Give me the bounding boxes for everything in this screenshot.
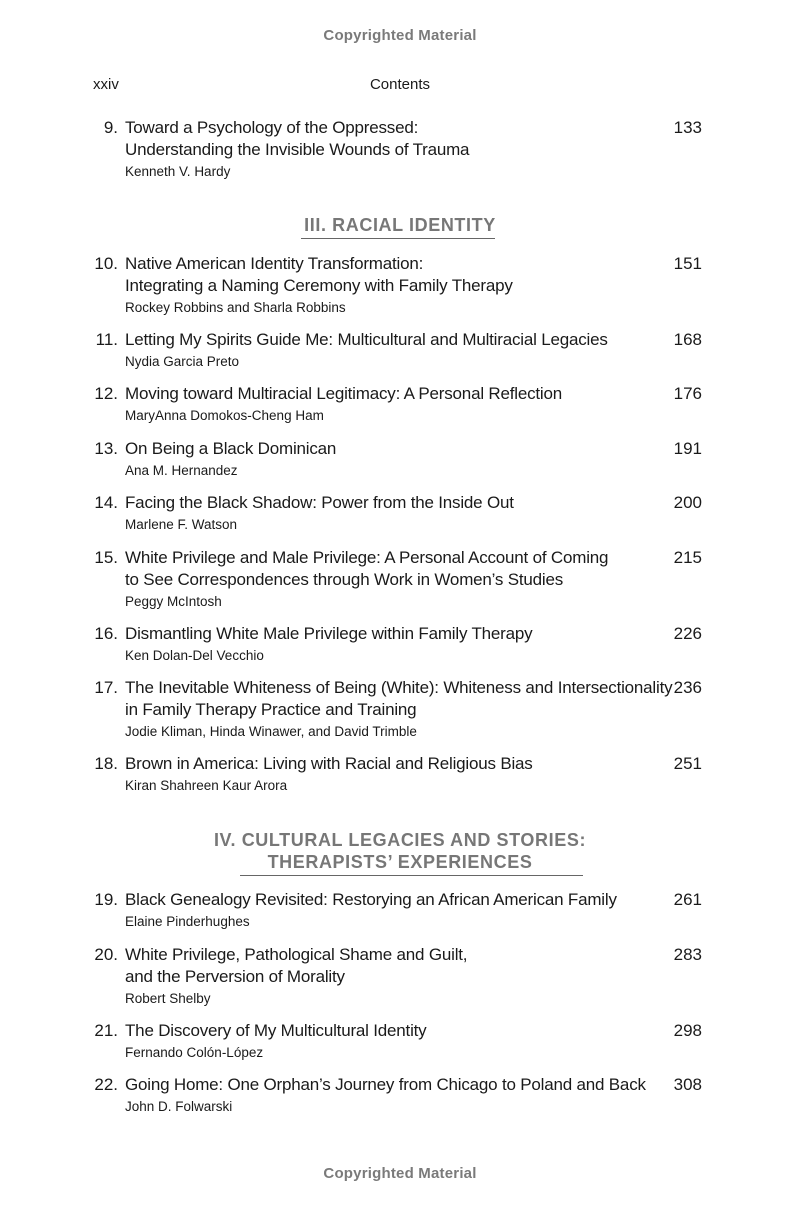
chapter-number: 11.	[95, 330, 118, 349]
chapter-number: 13.	[94, 439, 118, 458]
chapter-title: Dismantling White Male Privilege within Family Therapy Ken Dolan-Del Vecchio	[125, 623, 625, 666]
chapter-author: Marlene F. Watson	[125, 517, 238, 532]
chapter-title: Letting My Spirits Guide Me: Multicultural and Multiracial Legacies Nydia Garcia Preto	[125, 329, 625, 372]
chapter-title: Toward a Psychology of the Oppressed: Understanding the Invisible Wounds of Trauma Kenneth V. Hardy	[125, 117, 625, 182]
chapter-author: Kiran Shahreen Kaur Arora	[125, 778, 288, 793]
chapter-number: 19.	[94, 890, 118, 909]
chapter-page: 283	[673, 945, 702, 964]
chapter-number: 17.	[94, 678, 118, 697]
chapter-number: 12.	[94, 384, 118, 403]
chapter-author: Jodie Kliman, Hinda Winawer, and David Trimble	[125, 724, 417, 739]
chapter-number: 9.	[103, 118, 118, 137]
chapter-title: Black Genealogy Revisited: Restorying an African American Family Elaine Pinderhughes	[125, 889, 625, 932]
chapter-author: Robert Shelby	[125, 991, 211, 1006]
chapter-page: 151	[673, 254, 702, 273]
running-head	[0, 76, 800, 96]
part-heading-underline	[301, 238, 495, 239]
chapter-page: 308	[673, 1075, 702, 1094]
chapter-title: White Privilege, Pathological Shame and Guilt, and the Perversion of Morality Robert Shelby	[125, 944, 625, 1009]
chapter-title: Moving toward Multiracial Legitimacy: A Personal Reflection MaryAnna Domokos-Cheng Ham	[125, 383, 625, 426]
chapter-title: White Privilege and Male Privilege: A Personal Account of Coming to See Correspondences through Work in Women’s Studies Peggy McIntosh	[125, 547, 625, 612]
part-heading-underline	[240, 875, 583, 876]
chapter-author: Ana M. Hernandez	[125, 463, 238, 478]
chapter-number: 10.	[94, 254, 118, 273]
chapter-number: 21.	[94, 1021, 118, 1040]
chapter-author: Elaine Pinderhughes	[125, 914, 250, 929]
page-folio: xxiv	[93, 76, 119, 93]
chapter-page: 261	[673, 890, 702, 909]
chapter-author: John D. Folwarski	[125, 1099, 233, 1114]
chapter-title: Facing the Black Shadow: Power from the Inside Out Marlene F. Watson	[125, 492, 625, 535]
chapter-author: Ken Dolan-Del Vecchio	[125, 648, 264, 663]
chapter-number: 16.	[94, 624, 118, 643]
chapter-number: 15.	[94, 548, 118, 567]
chapter-title: The Discovery of My Multicultural Identity Fernando Colón-López	[125, 1020, 625, 1063]
chapter-page: 200	[673, 493, 702, 512]
chapter-page: 236	[673, 678, 702, 697]
chapter-number: 20.	[94, 945, 118, 964]
chapter-page: 168	[673, 330, 702, 349]
part-heading-cultural-legacies: IV. CULTURAL LEGACIES AND STORIES: THERAPISTS’ EXPERIENCES	[213, 830, 587, 872]
chapter-author: MaryAnna Domokos-Cheng Ham	[125, 408, 324, 423]
chapter-page: 176	[673, 384, 702, 403]
chapter-author: Rockey Robbins and Sharla Robbins	[125, 300, 346, 315]
chapter-title: The Inevitable Whiteness of Being (White): Whiteness and Intersectionality in Family Therapy Practice and Training Jodie Kliman, Hinda Winawer, and David Trimble	[125, 677, 625, 742]
copyright-notice-bottom: Copyrighted Material	[323, 1165, 477, 1182]
chapter-title: Going Home: One Orphan’s Journey from Chicago to Poland and Back John D. Folwarski	[125, 1074, 625, 1117]
chapter-author: Fernando Colón-López	[125, 1045, 264, 1060]
chapter-title: Brown in America: Living with Racial and Religious Bias Kiran Shahreen Kaur Arora	[125, 753, 625, 796]
chapter-page: 298	[673, 1021, 702, 1040]
chapter-author: Kenneth V. Hardy	[125, 164, 231, 179]
chapter-number: 22.	[94, 1075, 118, 1094]
chapter-author: Nydia Garcia Preto	[125, 354, 240, 369]
chapter-author: Peggy McIntosh	[125, 594, 222, 609]
chapter-number: 14.	[94, 493, 118, 512]
chapter-number: 18.	[94, 754, 118, 773]
copyright-notice-top: Copyrighted Material	[323, 27, 477, 44]
part-heading-racial-identity: III. RACIAL IDENTITY	[304, 215, 496, 235]
chapter-page: 251	[673, 754, 702, 773]
chapter-page: 215	[673, 548, 702, 567]
chapter-title: On Being a Black Dominican Ana M. Hernandez	[125, 438, 625, 481]
chapter-page: 191	[673, 439, 702, 458]
running-title: Contents	[369, 76, 431, 93]
chapter-page: 226	[673, 624, 702, 643]
chapter-title: Native American Identity Transformation: Integrating a Naming Ceremony with Family Therapy Rockey Robbins and Sharla Robbins	[125, 253, 625, 318]
chapter-page: 133	[673, 118, 702, 137]
